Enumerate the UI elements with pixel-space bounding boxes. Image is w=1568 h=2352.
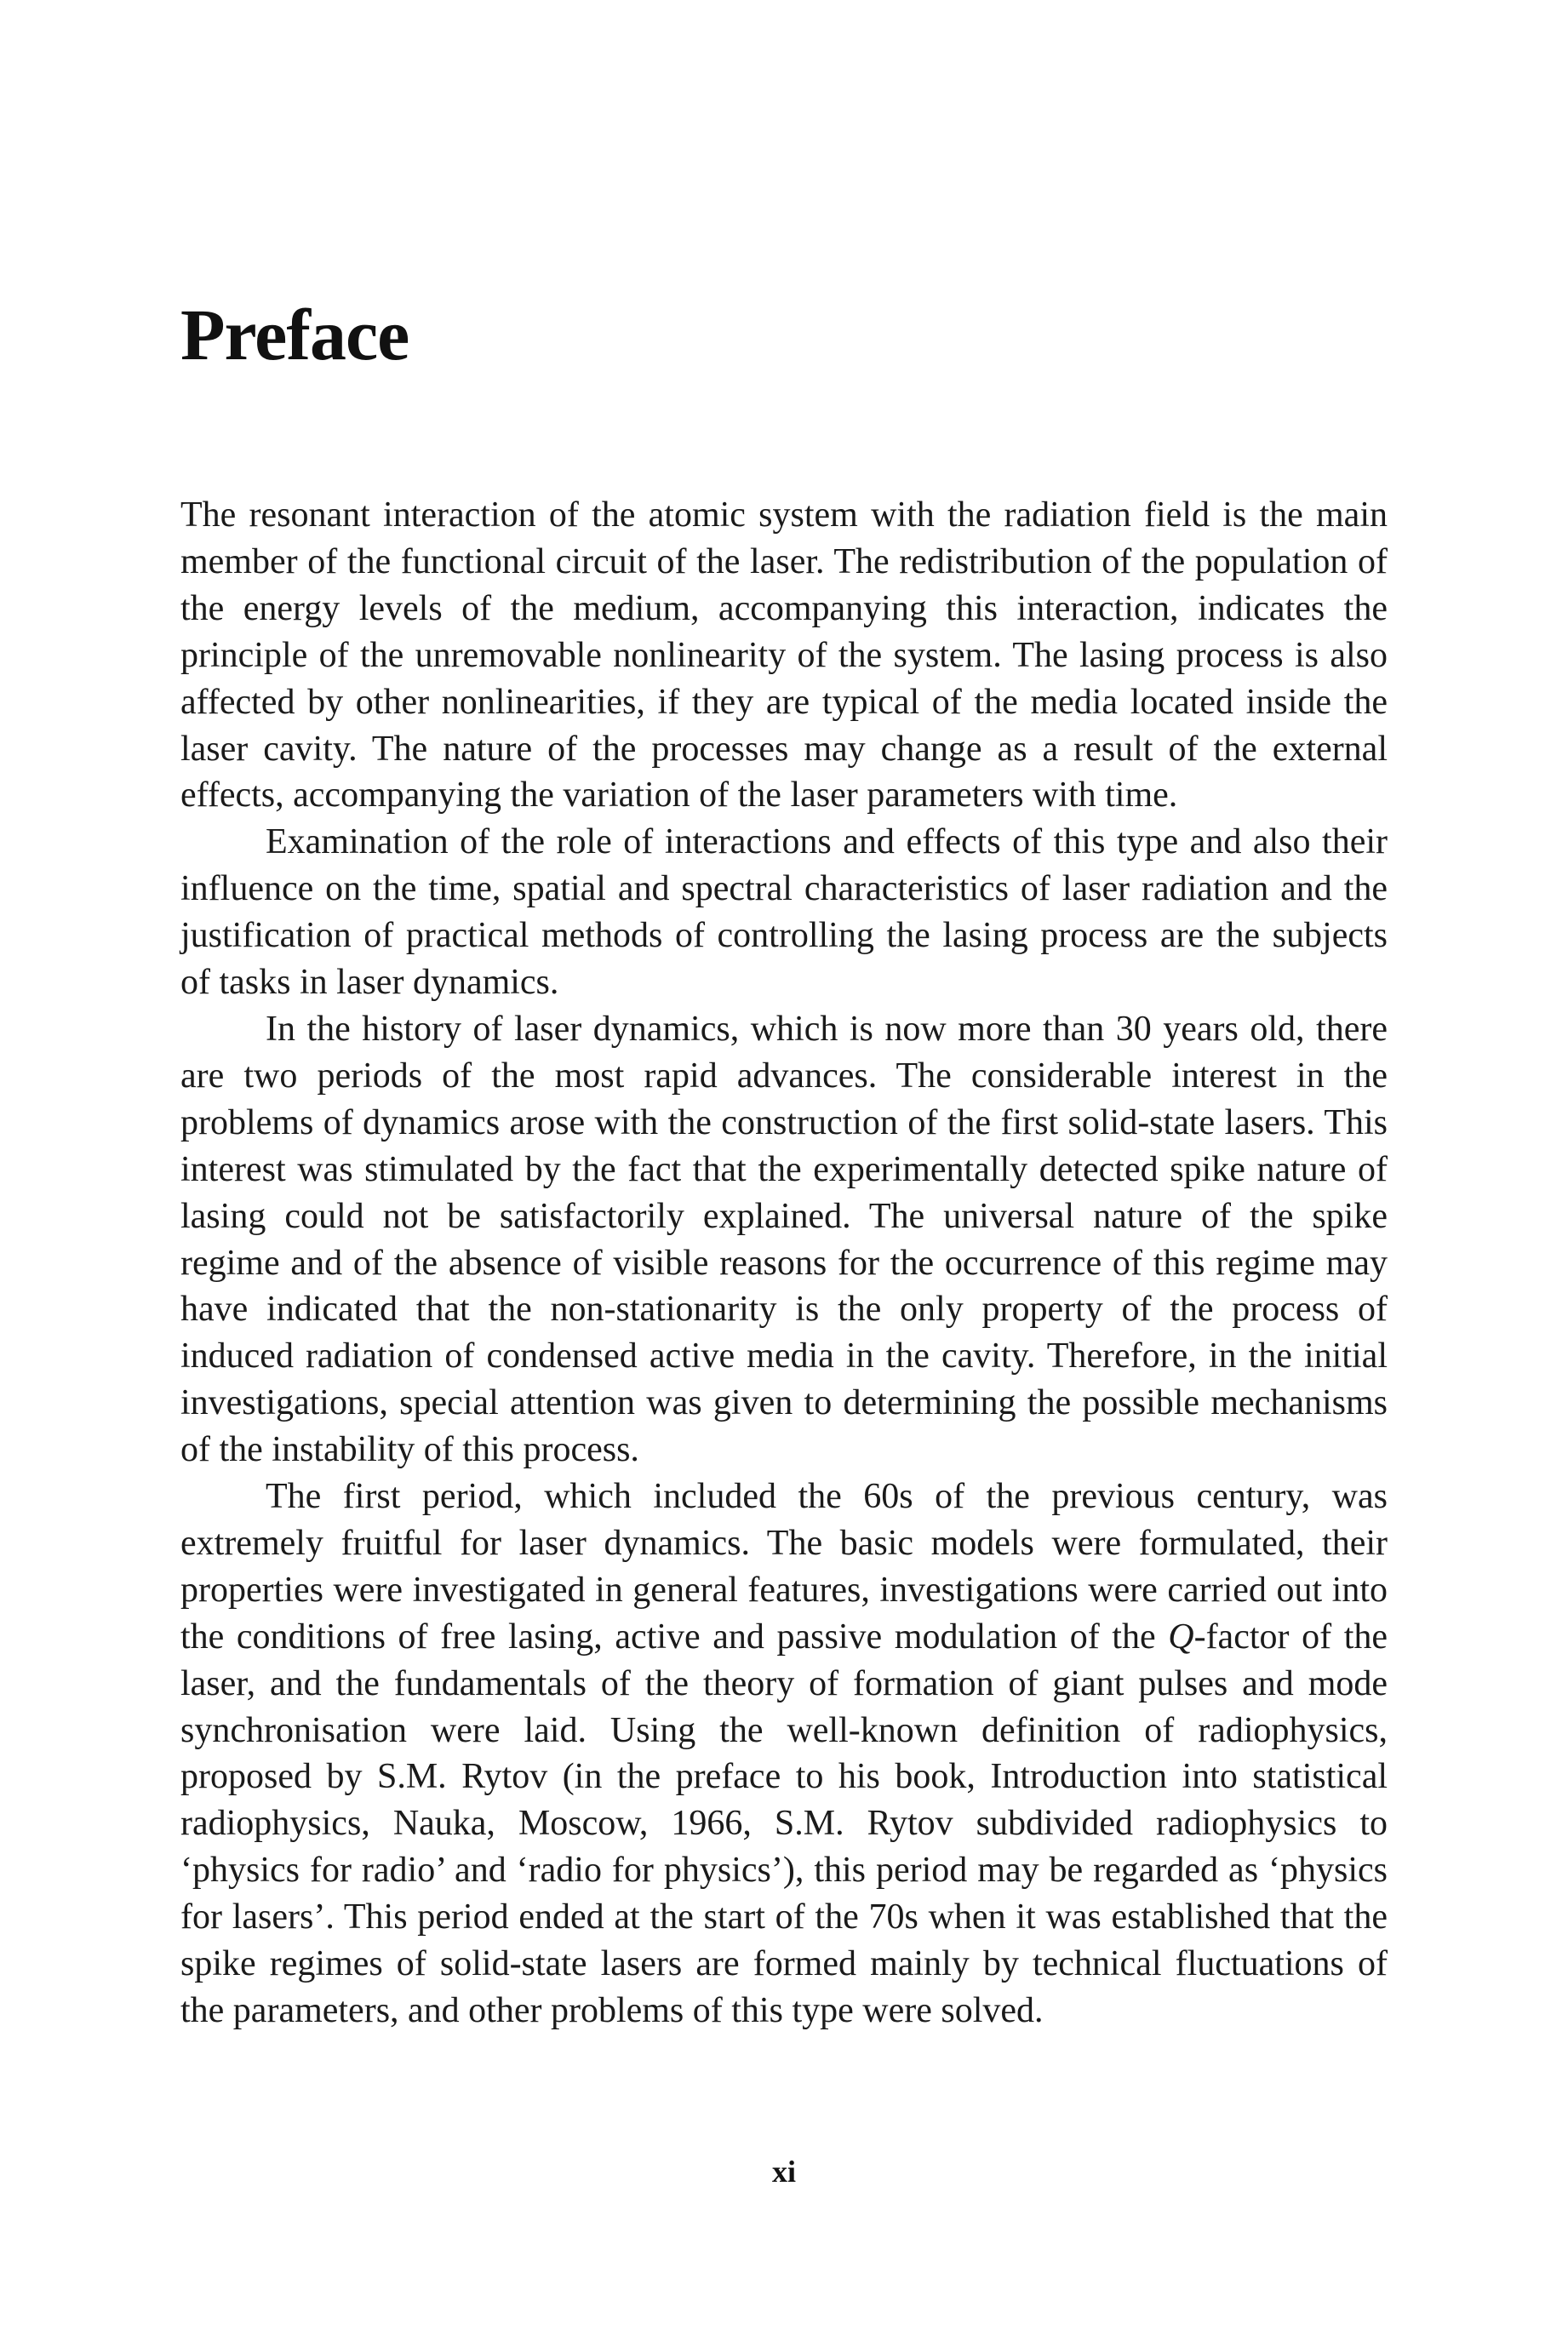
paragraph-3 xyxy=(180,1006,1388,1474)
page-number: xi xyxy=(771,2155,796,2189)
paragraph-3-text: In the history of laser dynamics, which is now more than 30 years old, there are two periods of the most rapid advances. The considerable interest in the problems of dynamics arose with the construction of the first solid-state lasers. This interest was stimulated by the fact that the experimentally detected spike nature of lasing could not be satisfactorily explained. The universal nature of the spike regime and of the absence of visible reasons for the occurrence of this regime may have indicated that the non-stationarity is the only property of the process of induced radiation of condensed active media in the cavity. Therefore, in the initial investigations, special attention was given to determining the possible mechanisms of the instability of this process. xyxy=(180,1009,1388,1470)
q-factor-symbol: Q xyxy=(1168,1617,1194,1657)
paragraph-4 xyxy=(180,1474,1388,2034)
paragraph-1 xyxy=(180,492,1388,819)
paragraph-4-text-start: The first period, which included the 60s of the previous century, was extremely fruitful for laser dynamics. The basic models were formulated, their properties were investigated in general features, investigations were carried out into the conditions of free lasing, active and passive modulation of the xyxy=(180,1477,1388,1657)
preface-body xyxy=(180,492,1388,2034)
page-title: Preface xyxy=(180,294,409,375)
paragraph-4-text-end: -factor of the laser, and the fundamentals of the theory of formation of giant pulses and mode synchronisation were laid. Using the well-known definition of radiophysics, proposed by S.M. Rytov (in the preface to his book, Introduction into statistical radiophysics, Nauka, Moscow, 1966, S.M. Rytov subdivided radiophysics to ‘physics for radio’ and ‘radio for physics’), this period may be regarded as ‘physics for lasers’. This period ended at the start of the 70s when it was established that the spike regimes of solid-state lasers are formed mainly by technical fluctuations of the parameters, and other problems of this type were solved. xyxy=(180,1617,1388,2030)
paragraph-2 xyxy=(180,819,1388,1006)
paragraph-2-text: Examination of the role of interactions and effects of this type and also their influence on the time, spatial and spectral characteristics of laser radiation and the justification of practical methods of controlling the lasing process are the subjects of tasks in laser dynamics. xyxy=(180,822,1388,1003)
paragraph-1-text: The resonant interaction of the atomic system with the radiation field is the main member of the functional circuit of the laser. The redistribution of the population of the energy levels of the medium, accompanying this interaction, indicates the principle of the unremovable nonlinearity of the system. The lasing process is also affected by other nonlinearities, if they are typical of the media located inside the laser cavity. The nature of the processes may change as a result of the external effects, accompanying the variation of the laser parameters with time. xyxy=(180,495,1388,815)
